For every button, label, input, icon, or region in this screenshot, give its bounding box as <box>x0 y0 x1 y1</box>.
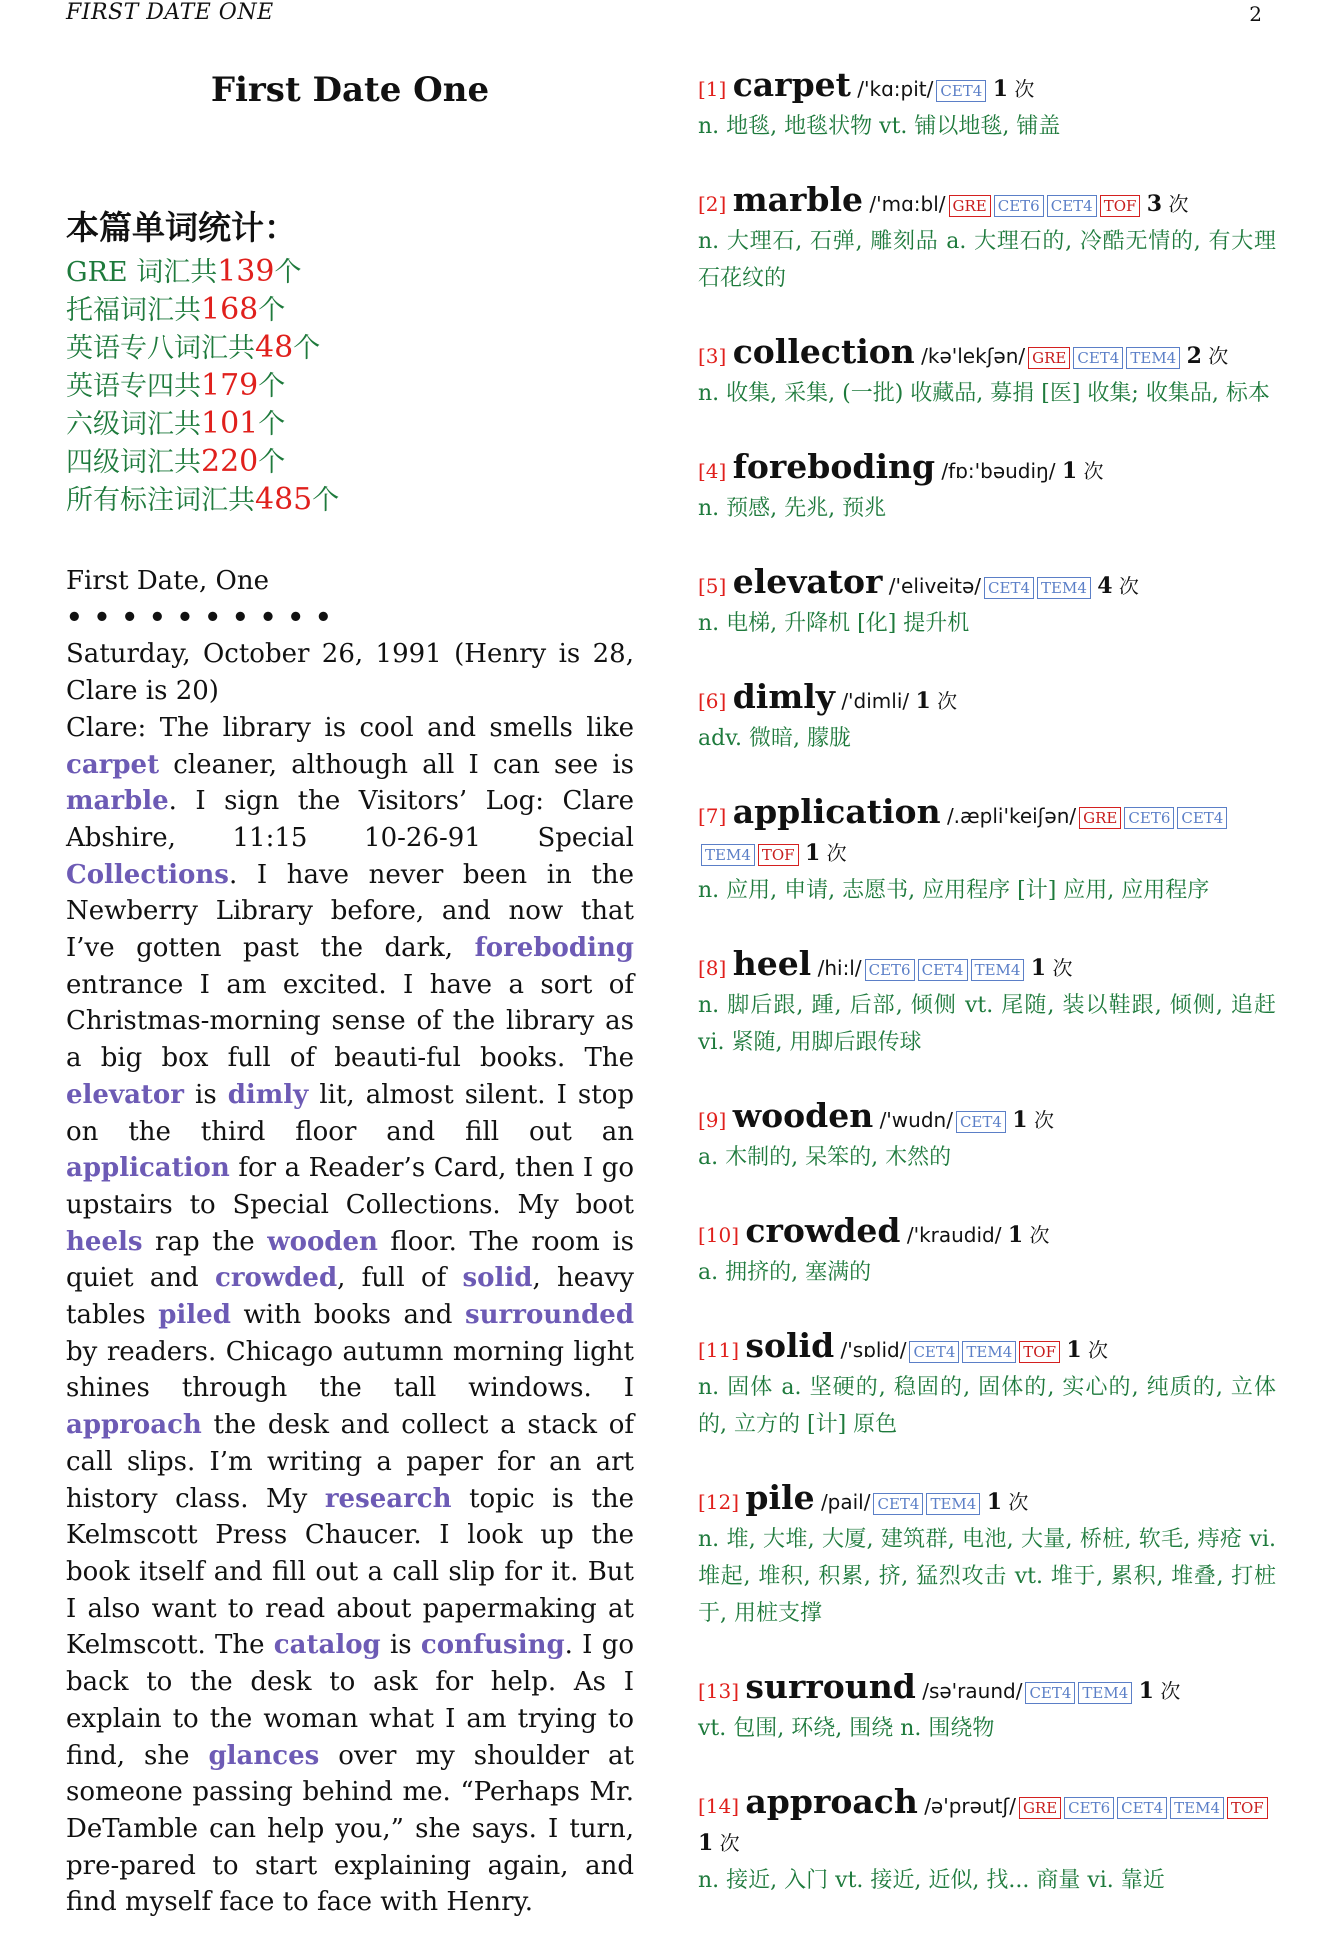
entry-index: [7] <box>698 804 727 828</box>
entry-index: [2] <box>698 192 727 216</box>
count-unit: 次 <box>937 689 958 713</box>
count-unit: 次 <box>1008 1490 1029 1514</box>
text-run: Clare: The library is cool and smells like <box>66 712 634 743</box>
vocab-entry <box>698 448 1276 527</box>
running-title: FIRST DATE ONE <box>66 0 274 25</box>
exam-tag-cet4: CET4 <box>936 80 986 102</box>
stat-count: 179 <box>201 368 259 403</box>
exam-tag-gre: GRE <box>1079 807 1121 829</box>
entry-header <box>698 1479 1276 1521</box>
highlighted-word: foreboding <box>474 933 634 964</box>
highlighted-word: confusing <box>420 1630 565 1661</box>
entry-pronunciation: /'eliveitə/ <box>888 574 982 598</box>
entry-count: 1 <box>1061 458 1078 484</box>
entry-word: dimly <box>732 677 835 716</box>
exam-tag-tem4: TEM4 <box>962 1341 1016 1363</box>
entry-definition: n. 脚后跟, 踵, 后部, 倾侧 vt. 尾随, 装以鞋跟, 倾侧, 追赶 vi. 紧随, 用脚后跟传球 <box>698 993 1276 1055</box>
highlighted-word: surrounded <box>465 1300 635 1331</box>
highlighted-word: heels <box>66 1226 143 1257</box>
entry-pronunciation: /'kraudid/ <box>906 1223 1002 1247</box>
stat-label: 英语专八词汇共 <box>66 333 255 364</box>
vocab-entry <box>698 945 1276 1061</box>
entry-word: application <box>732 792 941 831</box>
entry-header <box>698 333 1276 375</box>
count-unit: 次 <box>1029 1223 1050 1247</box>
highlighted-word: glances <box>208 1740 320 1771</box>
entry-index: [5] <box>698 574 727 598</box>
entry-header <box>698 1783 1276 1862</box>
exam-tag-cet4: CET4 <box>918 959 968 981</box>
count-unit: 次 <box>1083 459 1104 483</box>
entry-pronunciation: /.æpli'keiʃən/ <box>946 804 1077 828</box>
stat-unit: 个 <box>312 485 340 516</box>
exam-tag-cet4: CET4 <box>984 577 1034 599</box>
entry-pronunciation: /'dimli/ <box>841 689 910 713</box>
exam-tag-cet4: CET4 <box>1047 195 1097 217</box>
vocab-entry <box>698 678 1276 757</box>
count-unit: 次 <box>1033 1108 1054 1132</box>
text-run: by readers. Chicago autumn morning light shines through the tall windows. I <box>66 1336 634 1404</box>
exam-tag-tem4: TEM4 <box>701 844 755 866</box>
vocab-entry <box>698 1097 1276 1176</box>
count-unit: 次 <box>1052 956 1073 980</box>
highlighted-word: research <box>324 1483 452 1514</box>
text-run: is <box>183 1079 228 1110</box>
entry-count: 1 <box>1007 1222 1024 1248</box>
entry-pronunciation: /pail/ <box>820 1490 871 1514</box>
stat-label: GRE 词汇共 <box>66 257 218 288</box>
vocab-entry <box>698 181 1276 297</box>
stat-line <box>66 329 634 367</box>
vocab-entry <box>698 1783 1276 1899</box>
vocab-entry <box>698 66 1276 145</box>
exam-tag-cet4: CET4 <box>956 1111 1006 1133</box>
entry-pronunciation: /sə'raund/ <box>922 1679 1023 1703</box>
count-unit: 次 <box>719 1831 740 1855</box>
exam-tag-cet4: CET4 <box>1025 1682 1075 1704</box>
highlighted-word: application <box>66 1153 230 1184</box>
exam-tag-tem4: TEM4 <box>1037 577 1091 599</box>
entry-definition: n. 预感, 先兆, 预兆 <box>698 496 887 521</box>
text-run: entrance I am excited. I have a sort of Christmas-morning sense of the library as a big box full of beauti-ful books. The <box>66 969 634 1074</box>
entry-index: [10] <box>698 1223 740 1247</box>
entry-index: [11] <box>698 1338 740 1362</box>
entry-count: 1 <box>986 1489 1002 1515</box>
stat-line <box>66 253 634 291</box>
passage-dateline: Saturday, October 26, 1991 (Henry is 28, Clare is 20) <box>66 639 634 707</box>
entry-header <box>698 945 1276 987</box>
entry-word: wooden <box>732 1096 874 1135</box>
entry-count: 1 <box>804 840 821 866</box>
exam-tag-tem4: TEM4 <box>926 1493 980 1515</box>
stat-unit: 个 <box>258 447 286 478</box>
text-run: . I sign the Visitors’ Log: Clare Abshire, 11:15 10-26-91 Special <box>66 786 634 853</box>
exam-tag-cet6: CET6 <box>865 959 915 981</box>
entry-header <box>698 563 1276 605</box>
exam-tag-tem4: TEM4 <box>1170 1797 1224 1819</box>
entry-index: [14] <box>698 1794 740 1818</box>
stat-line <box>66 481 634 519</box>
entry-word: collection <box>732 332 915 371</box>
stat-unit: 个 <box>258 409 286 440</box>
entry-pronunciation: /'sɒlid/ <box>840 1338 907 1362</box>
vocab-entry <box>698 1212 1276 1291</box>
entry-header <box>698 1327 1276 1369</box>
text-run: lit, almost silent. I stop on the third floor and fill out an <box>66 1079 634 1147</box>
exam-tag-cet4: CET4 <box>909 1341 959 1363</box>
stat-line <box>66 443 634 481</box>
stat-unit: 个 <box>258 295 286 326</box>
stat-unit: 个 <box>274 257 302 288</box>
entry-definition: n. 堆, 大堆, 大厦, 建筑群, 电池, 大量, 桥桩, 软毛, 痔疮 vi. 堆起, 堆积, 积累, 挤, 猛烈攻击 vt. 堆于, 累积, 堆叠, 打桩于, 用桩支撑 <box>698 1527 1276 1626</box>
entry-index: [6] <box>698 689 727 713</box>
entry-index: [8] <box>698 956 727 980</box>
text-run: rap the <box>142 1226 268 1257</box>
entry-count: 1 <box>992 76 1008 102</box>
stat-count: 168 <box>201 292 259 327</box>
vocab-entry <box>698 793 1276 909</box>
exam-tag-tof: TOF <box>1227 1797 1268 1819</box>
exam-tag-cet4: CET4 <box>1117 1797 1167 1819</box>
stats-heading: 本篇单词统计： <box>66 208 297 247</box>
count-unit: 次 <box>1208 344 1229 368</box>
stat-count: 48 <box>255 330 294 365</box>
entry-header <box>698 1668 1276 1710</box>
stat-label: 托福词汇共 <box>66 295 201 326</box>
exam-tag-cet4: CET4 <box>1073 347 1123 369</box>
vocab-entry <box>698 1327 1276 1443</box>
entry-pronunciation: /'mɑ:bl/ <box>869 192 946 216</box>
highlighted-word: marble <box>66 786 169 817</box>
exam-tag-gre: GRE <box>949 195 991 217</box>
exam-tag-tem4: TEM4 <box>971 959 1025 981</box>
text-run: floor. The room is quiet and <box>66 1226 634 1294</box>
entry-header <box>698 66 1276 108</box>
entry-definition: n. 电梯, 升降机 [化] 提升机 <box>698 611 970 636</box>
entry-header <box>698 1212 1276 1254</box>
exam-tag-cet6: CET6 <box>994 195 1044 217</box>
entry-pronunciation: /'kɑ:pit/ <box>857 77 934 101</box>
page-title: First Date One <box>210 70 490 110</box>
stat-label: 六级词汇共 <box>66 409 201 440</box>
exam-tag-gre: GRE <box>1028 347 1070 369</box>
highlighted-word: wooden <box>267 1226 378 1257</box>
text-run: for a Reader’s Card, then I go upstairs to Special Collections. My boot <box>66 1153 634 1220</box>
exam-tag-tof: TOF <box>1019 1341 1060 1363</box>
stat-line <box>66 291 634 329</box>
entry-count: 1 <box>1066 1337 1082 1363</box>
entry-count: 1 <box>915 688 931 714</box>
stat-label: 英语专四共 <box>66 371 201 402</box>
entry-index: [1] <box>698 77 727 101</box>
entry-definition: a. 拥挤的, 塞满的 <box>698 1260 872 1285</box>
count-unit: 次 <box>1088 1338 1109 1362</box>
entry-pronunciation: /fɒ:'bəudiŋ/ <box>941 459 1056 483</box>
entry-count: 4 <box>1097 573 1113 599</box>
stats-list <box>66 253 634 519</box>
highlighted-word: crowded <box>214 1263 338 1294</box>
stat-unit: 个 <box>258 371 286 402</box>
entry-count: 1 <box>698 1830 714 1856</box>
page-number: 2 <box>1249 2 1262 26</box>
exam-tag-tof: TOF <box>1100 195 1141 217</box>
stat-count: 220 <box>201 444 259 479</box>
entry-word: foreboding <box>732 447 936 486</box>
entry-word: heel <box>732 944 812 983</box>
count-unit: 次 <box>1160 1679 1181 1703</box>
exam-tag-cet6: CET6 <box>1124 807 1174 829</box>
entry-pronunciation: /'wudn/ <box>879 1108 953 1132</box>
vocab-entry <box>698 333 1276 412</box>
count-unit: 次 <box>1118 574 1139 598</box>
vocab-entry <box>698 1479 1276 1632</box>
text-run: over my shoulder at someone passing behind me. “Perhaps Mr. DeTamble can help you,” she says. I turn, pre-pared to start explaining again, and find myself face to face with Henry. <box>66 1740 634 1918</box>
entry-word: marble <box>732 180 863 219</box>
highlighted-word: approach <box>66 1410 202 1441</box>
exam-tag-cet4: CET4 <box>1177 807 1227 829</box>
entry-index: [3] <box>698 344 727 368</box>
entry-word: surround <box>745 1667 916 1706</box>
entry-pronunciation: /ə'prəutʃ/ <box>924 1794 1016 1818</box>
exam-tag-tem4: TEM4 <box>1078 1682 1132 1704</box>
text-run: is <box>380 1630 421 1661</box>
entry-pronunciation: /hi:l/ <box>817 956 862 980</box>
text-run: . I have never been in the Newberry Library before, and now that I’ve gotten past the dark, <box>66 859 634 964</box>
entry-definition: n. 地毯, 地毯状物 vt. 铺以地毯, 铺盖 <box>698 114 1061 139</box>
count-unit: 次 <box>1014 77 1035 101</box>
highlighted-word: carpet <box>66 749 160 780</box>
entry-header <box>698 181 1276 223</box>
entry-definition: n. 收集, 采集, (一批) 收藏品, 募捐 [医] 收集; 收集品, 标本 <box>698 381 1270 406</box>
stat-line <box>66 405 634 443</box>
text-run: cleaner, although all I can see is <box>159 749 634 780</box>
count-unit: 次 <box>1168 192 1189 216</box>
entry-word: elevator <box>732 562 883 601</box>
entry-index: [13] <box>698 1679 740 1703</box>
exam-tag-tof: TOF <box>758 844 799 866</box>
text-run: with books and <box>230 1300 466 1331</box>
entry-pronunciation: /kə'lekʃən/ <box>921 344 1026 368</box>
text-run: . I go back to the desk to ask for help. As I explain to the woman what I am trying to find, she <box>66 1630 634 1771</box>
vocab-entry <box>698 563 1276 642</box>
entry-word: approach <box>745 1782 918 1821</box>
left-column <box>66 60 634 1921</box>
entry-header <box>698 448 1276 490</box>
entry-header <box>698 793 1276 872</box>
entry-header <box>698 678 1276 720</box>
highlighted-word: elevator <box>66 1079 184 1110</box>
entry-index: [9] <box>698 1108 727 1132</box>
text-run: the desk and collect a stack of call slips. I’m writing a paper for an art history class. My <box>66 1410 634 1514</box>
stat-count: 101 <box>201 406 259 441</box>
highlighted-word: solid <box>462 1263 533 1294</box>
entry-header <box>698 1097 1276 1139</box>
highlighted-word: catalog <box>273 1630 381 1661</box>
entry-index: [4] <box>698 459 727 483</box>
entry-definition: n. 大理石, 石弹, 雕刻品 a. 大理石的, 冷酷无情的, 有大理石花纹的 <box>698 229 1276 291</box>
vocab-entry <box>698 1668 1276 1747</box>
entry-word: carpet <box>732 65 851 104</box>
vocabulary-list <box>698 66 1276 1935</box>
stat-count: 139 <box>217 254 275 289</box>
text-run: topic is the Kelmscott Press Chaucer. I look up the book itself and fill out a call slip for it. But I also want to read about papermaking at Kelmscott. The <box>66 1483 634 1661</box>
stat-count: 485 <box>255 482 313 517</box>
entry-definition: n. 固体 a. 坚硬的, 稳固的, 固体的, 实心的, 纯质的, 立体的, 立方的 [计] 原色 <box>698 1375 1276 1437</box>
highlighted-word: Collections <box>66 859 229 890</box>
entry-count: 1 <box>1030 955 1047 981</box>
entry-index: [12] <box>698 1490 740 1514</box>
entry-word: crowded <box>745 1211 901 1250</box>
entry-count: 3 <box>1146 191 1163 217</box>
text-run: , heavy tables <box>66 1263 634 1331</box>
section-dots: • • • • • • • • • • <box>66 602 333 633</box>
entry-count: 1 <box>1138 1678 1154 1704</box>
exam-tag-tem4: TEM4 <box>1126 347 1180 369</box>
entry-count: 1 <box>1012 1107 1028 1133</box>
entry-count: 2 <box>1186 343 1202 369</box>
highlighted-word: dimly <box>227 1079 309 1110</box>
stat-unit: 个 <box>293 333 321 364</box>
entry-definition: vt. 包围, 环绕, 围绕 n. 围绕物 <box>698 1716 995 1741</box>
exam-tag-gre: GRE <box>1019 1797 1061 1819</box>
entry-definition: n. 应用, 申请, 志愿书, 应用程序 [计] 应用, 应用程序 <box>698 878 1210 903</box>
entry-definition: a. 木制的, 呆笨的, 木然的 <box>698 1145 952 1170</box>
passage-heading: First Date, One <box>66 566 269 596</box>
stat-line <box>66 367 634 405</box>
count-unit: 次 <box>826 841 847 865</box>
stat-label: 所有标注词汇共 <box>66 485 255 516</box>
entry-word: solid <box>745 1326 835 1365</box>
text-run: , full of <box>337 1263 463 1294</box>
stat-label: 四级词汇共 <box>66 447 201 478</box>
highlighted-word: piled <box>158 1300 231 1331</box>
entry-definition: adv. 微暗, 朦胧 <box>698 726 851 751</box>
entry-definition: n. 接近, 入门 vt. 接近, 近似, 找... 商量 vi. 靠近 <box>698 1868 1165 1893</box>
passage-body <box>66 710 634 1921</box>
entry-word: pile <box>745 1478 815 1517</box>
exam-tag-cet6: CET6 <box>1064 1797 1114 1819</box>
passage <box>66 563 634 1921</box>
exam-tag-cet4: CET4 <box>873 1493 923 1515</box>
